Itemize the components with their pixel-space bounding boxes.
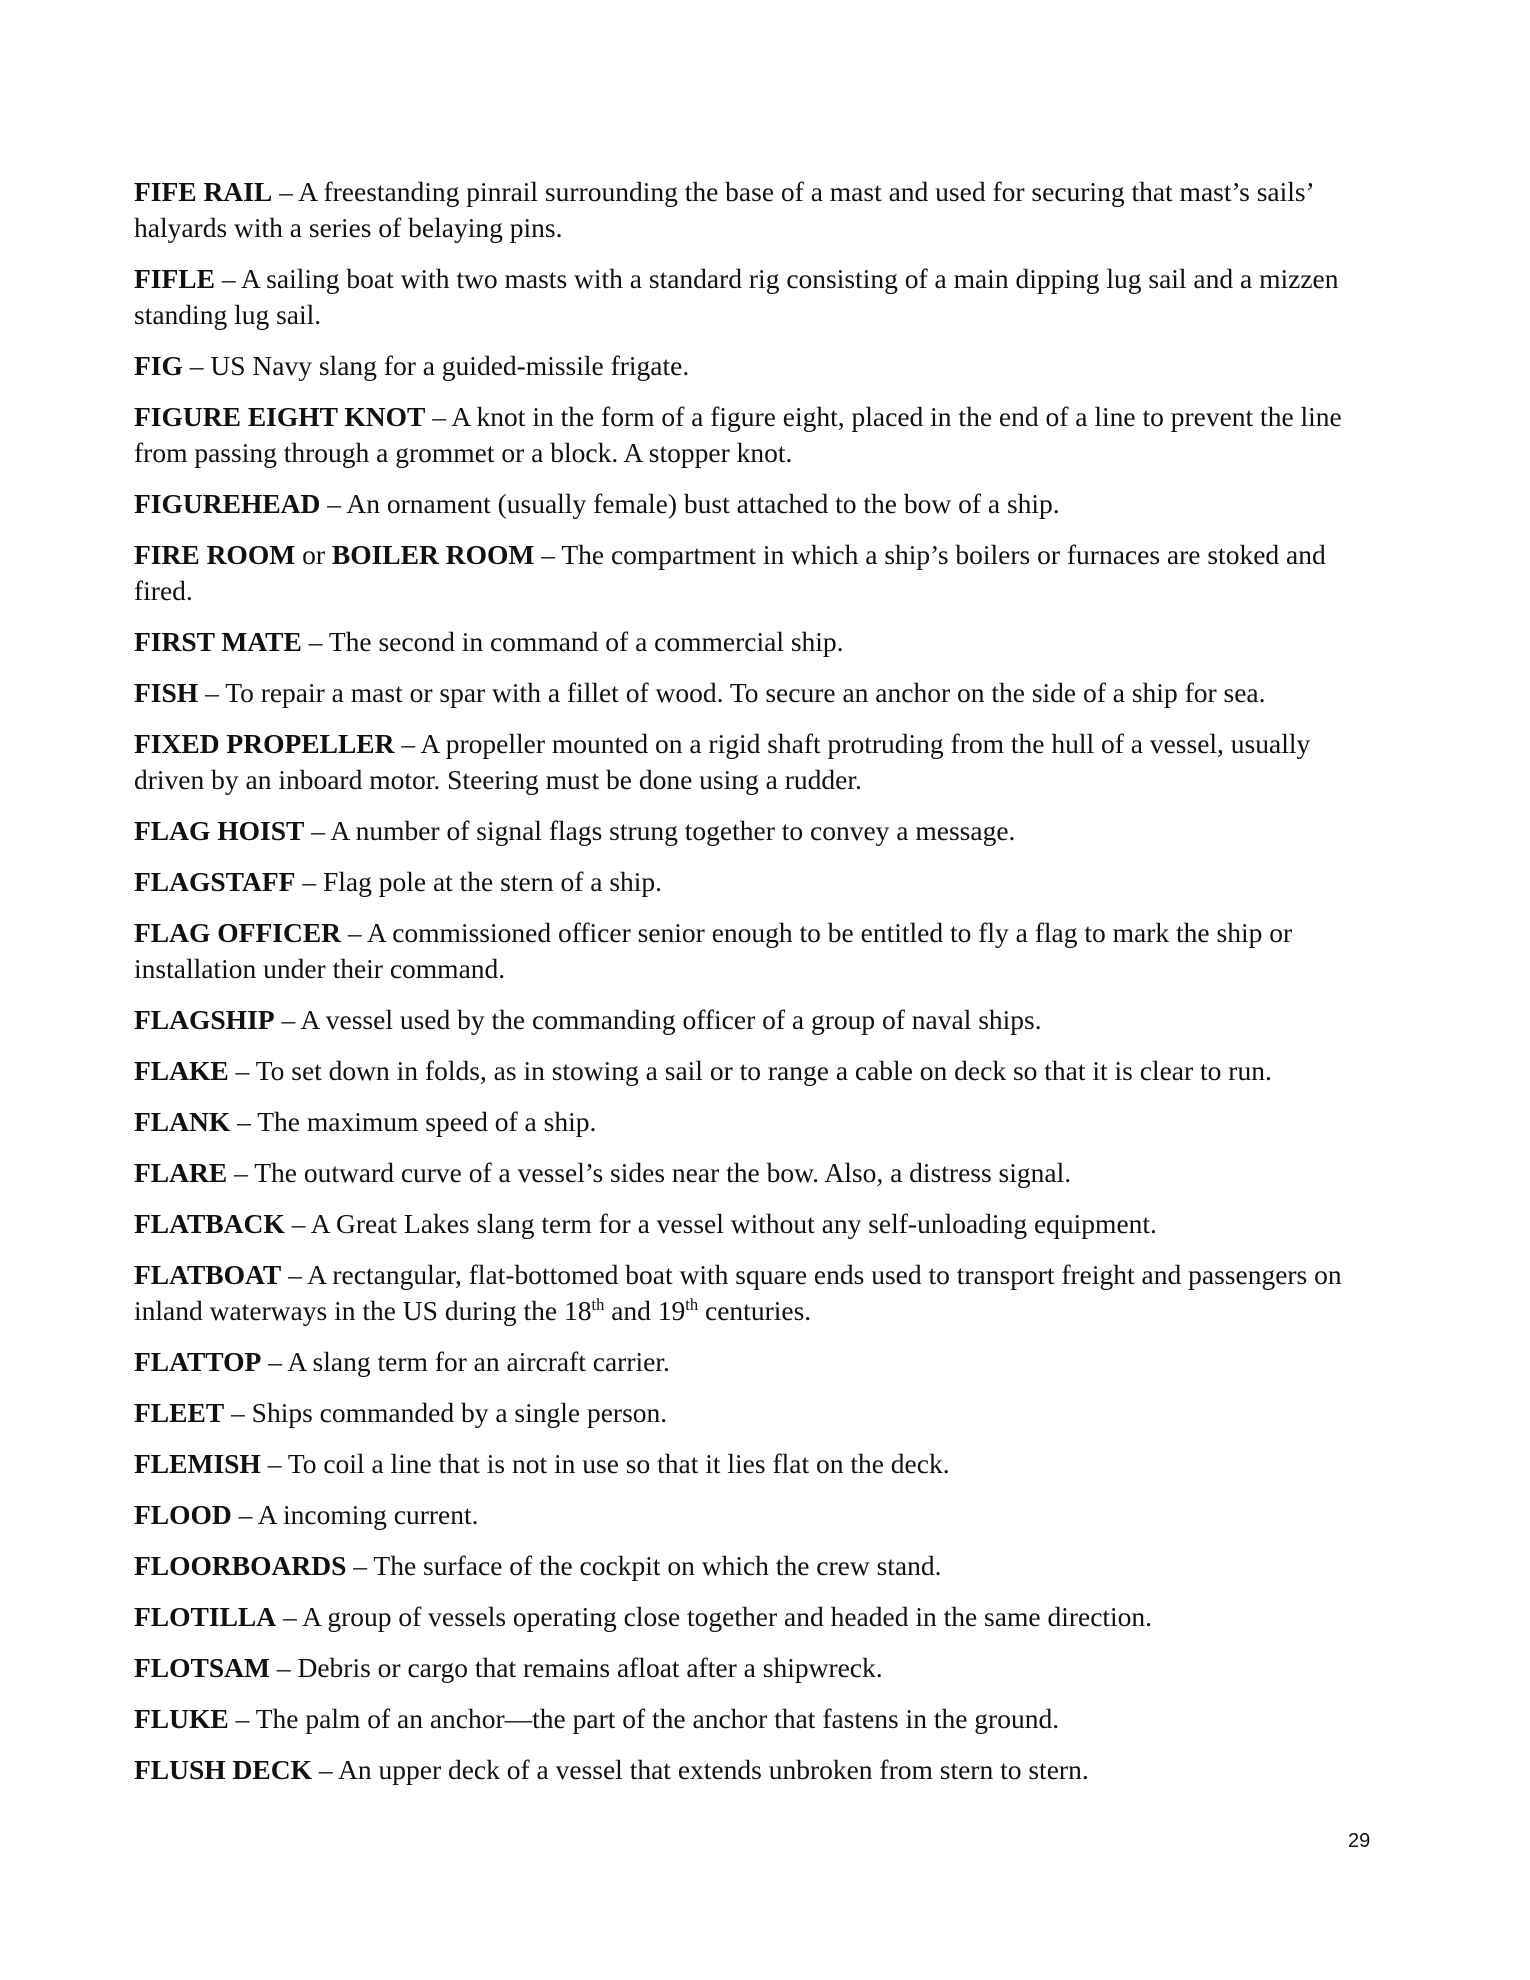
glossary-entry (134, 813, 1384, 849)
glossary-entry (134, 864, 1384, 900)
glossary-entry (134, 399, 1384, 471)
glossary-entry (134, 486, 1384, 522)
definition-text: – Flag pole at the stern of a ship. (295, 866, 663, 897)
definition-text: – Ships commanded by a single person. (224, 1397, 668, 1428)
term: FLARE (134, 1157, 228, 1188)
term: FLEET (134, 1397, 225, 1428)
glossary-entry (134, 1548, 1384, 1584)
glossary-entry (134, 1701, 1384, 1737)
definition-text: – A vessel used by the commanding officer of a group of naval ships. (274, 1004, 1042, 1035)
term: FLUSH DECK (134, 1754, 313, 1785)
glossary-entry (134, 1104, 1384, 1140)
definition-text: – A freestanding pinrail surrounding the base of a mast and used for securing that mast’s sails’ halyards with a series of belaying pins. (134, 176, 1313, 243)
definition-text: – The compartment in which a ship’s boilers or furnaces are stoked and fired. (134, 539, 1326, 606)
term: FLAGSTAFF (134, 866, 296, 897)
definition-text: – An upper deck of a vessel that extends unbroken from stern to stern. (312, 1754, 1089, 1785)
glossary-entry (134, 1155, 1384, 1191)
glossary-entry (134, 1395, 1384, 1431)
glossary-entry (134, 1257, 1384, 1329)
glossary-entry (134, 915, 1384, 987)
definition-text: – A number of signal flags strung together to convey a message. (304, 815, 1016, 846)
term: FLOTILLA (134, 1601, 277, 1632)
term: FIFLE (134, 263, 215, 294)
glossary-entry (134, 348, 1384, 384)
definition-text: – The maximum speed of a ship. (230, 1106, 597, 1137)
term: FLANK (134, 1106, 231, 1137)
definition-text: – To set down in folds, as in stowing a sail or to range a cable on deck so that it is clear to run. (228, 1055, 1272, 1086)
definition-text: – A propeller mounted on a rigid shaft protruding from the hull of a vessel, usually driven by an inboard motor. Steering must be done using a rudder. (134, 728, 1311, 795)
term: FLEMISH (134, 1448, 261, 1479)
glossary-entry (134, 624, 1384, 660)
term: FLATBACK (134, 1208, 285, 1239)
definition-text: – A Great Lakes slang term for a vessel without any self-unloading equipment. (284, 1208, 1157, 1239)
term: FLOOD (134, 1499, 232, 1530)
glossary-entry (134, 1002, 1384, 1038)
definition-text: – A knot in the form of a figure eight, placed in the end of a line to prevent the line from passing through a grommet or a block. A stopper knot. (134, 401, 1342, 468)
glossary-entry (134, 261, 1384, 333)
glossary-entry (134, 1446, 1384, 1482)
glossary-entry (134, 1206, 1384, 1242)
term: FLOORBOARDS (134, 1550, 347, 1581)
glossary-entry (134, 1599, 1384, 1635)
term: FLAGSHIP (134, 1004, 275, 1035)
definition-text: or (295, 539, 332, 570)
superscript: th (591, 1294, 605, 1314)
definition-text: – Debris or cargo that remains afloat after a shipwreck. (269, 1652, 883, 1683)
definition-text: – To repair a mast or spar with a fillet of wood. To secure an anchor on the side of a ship for sea. (198, 677, 1266, 708)
glossary-entry (134, 537, 1384, 609)
term: FIRE ROOM (134, 539, 296, 570)
term: FIGUREHEAD (134, 488, 321, 519)
definition-text: – A slang term for an aircraft carrier. (261, 1346, 670, 1377)
definition-text: and 19 (604, 1295, 686, 1326)
term: FIFE RAIL (134, 176, 273, 207)
glossary-entry (134, 1650, 1384, 1686)
definition-text: – An ornament (usually female) bust attached to the bow of a ship. (320, 488, 1060, 519)
glossary-entry (134, 1752, 1384, 1788)
definition-text: – US Navy slang for a guided-missile frigate. (182, 350, 690, 381)
glossary-entry (134, 1344, 1384, 1380)
term: FLUKE (134, 1703, 229, 1734)
definition-text: – The surface of the cockpit on which the crew stand. (346, 1550, 942, 1581)
definition-text: – A incoming current. (231, 1499, 479, 1530)
page-number: 29 (1348, 1830, 1371, 1852)
term: FLATBOAT (134, 1259, 282, 1290)
term: FIG (134, 350, 183, 381)
definition-text: – A commissioned officer senior enough to be entitled to fly a flag to mark the ship or installation under their command. (134, 917, 1293, 984)
glossary-entry (134, 1053, 1384, 1089)
definition-text: – A group of vessels operating close together and headed in the same direction. (276, 1601, 1153, 1632)
term: FLOTSAM (134, 1652, 270, 1683)
term: FLAKE (134, 1055, 229, 1086)
term: FIXED PROPELLER (134, 728, 395, 759)
definition-text: – The outward curve of a vessel’s sides near the bow. Also, a distress signal. (227, 1157, 1072, 1188)
glossary-entry (134, 726, 1384, 798)
term: FIGURE EIGHT KNOT (134, 401, 426, 432)
glossary-list (134, 174, 1384, 1803)
glossary-entry (134, 174, 1384, 246)
term: FLATTOP (134, 1346, 262, 1377)
definition-text: – A sailing boat with two masts with a standard rig consisting of a main dipping lug sail and a mizzen standing lug sail. (134, 263, 1339, 330)
definition-text: – To coil a line that is not in use so that it lies flat on the deck. (260, 1448, 950, 1479)
term: FLAG OFFICER (134, 917, 342, 948)
term: BOILER ROOM (331, 539, 535, 570)
superscript: th (685, 1294, 699, 1314)
definition-text: centuries. (698, 1295, 812, 1326)
term: FISH (134, 677, 199, 708)
term: FLAG HOIST (134, 815, 305, 846)
definition-text: – The second in command of a commercial ship. (301, 626, 844, 657)
glossary-entry (134, 1497, 1384, 1533)
term: FIRST MATE (134, 626, 302, 657)
definition-text: – A rectangular, flat-bottomed boat with square ends used to transport freight and passengers on inland waterways in the US during the 18 (134, 1259, 1342, 1326)
definition-text: – The palm of an anchor—the part of the anchor that fastens in the ground. (228, 1703, 1060, 1734)
glossary-entry (134, 675, 1384, 711)
